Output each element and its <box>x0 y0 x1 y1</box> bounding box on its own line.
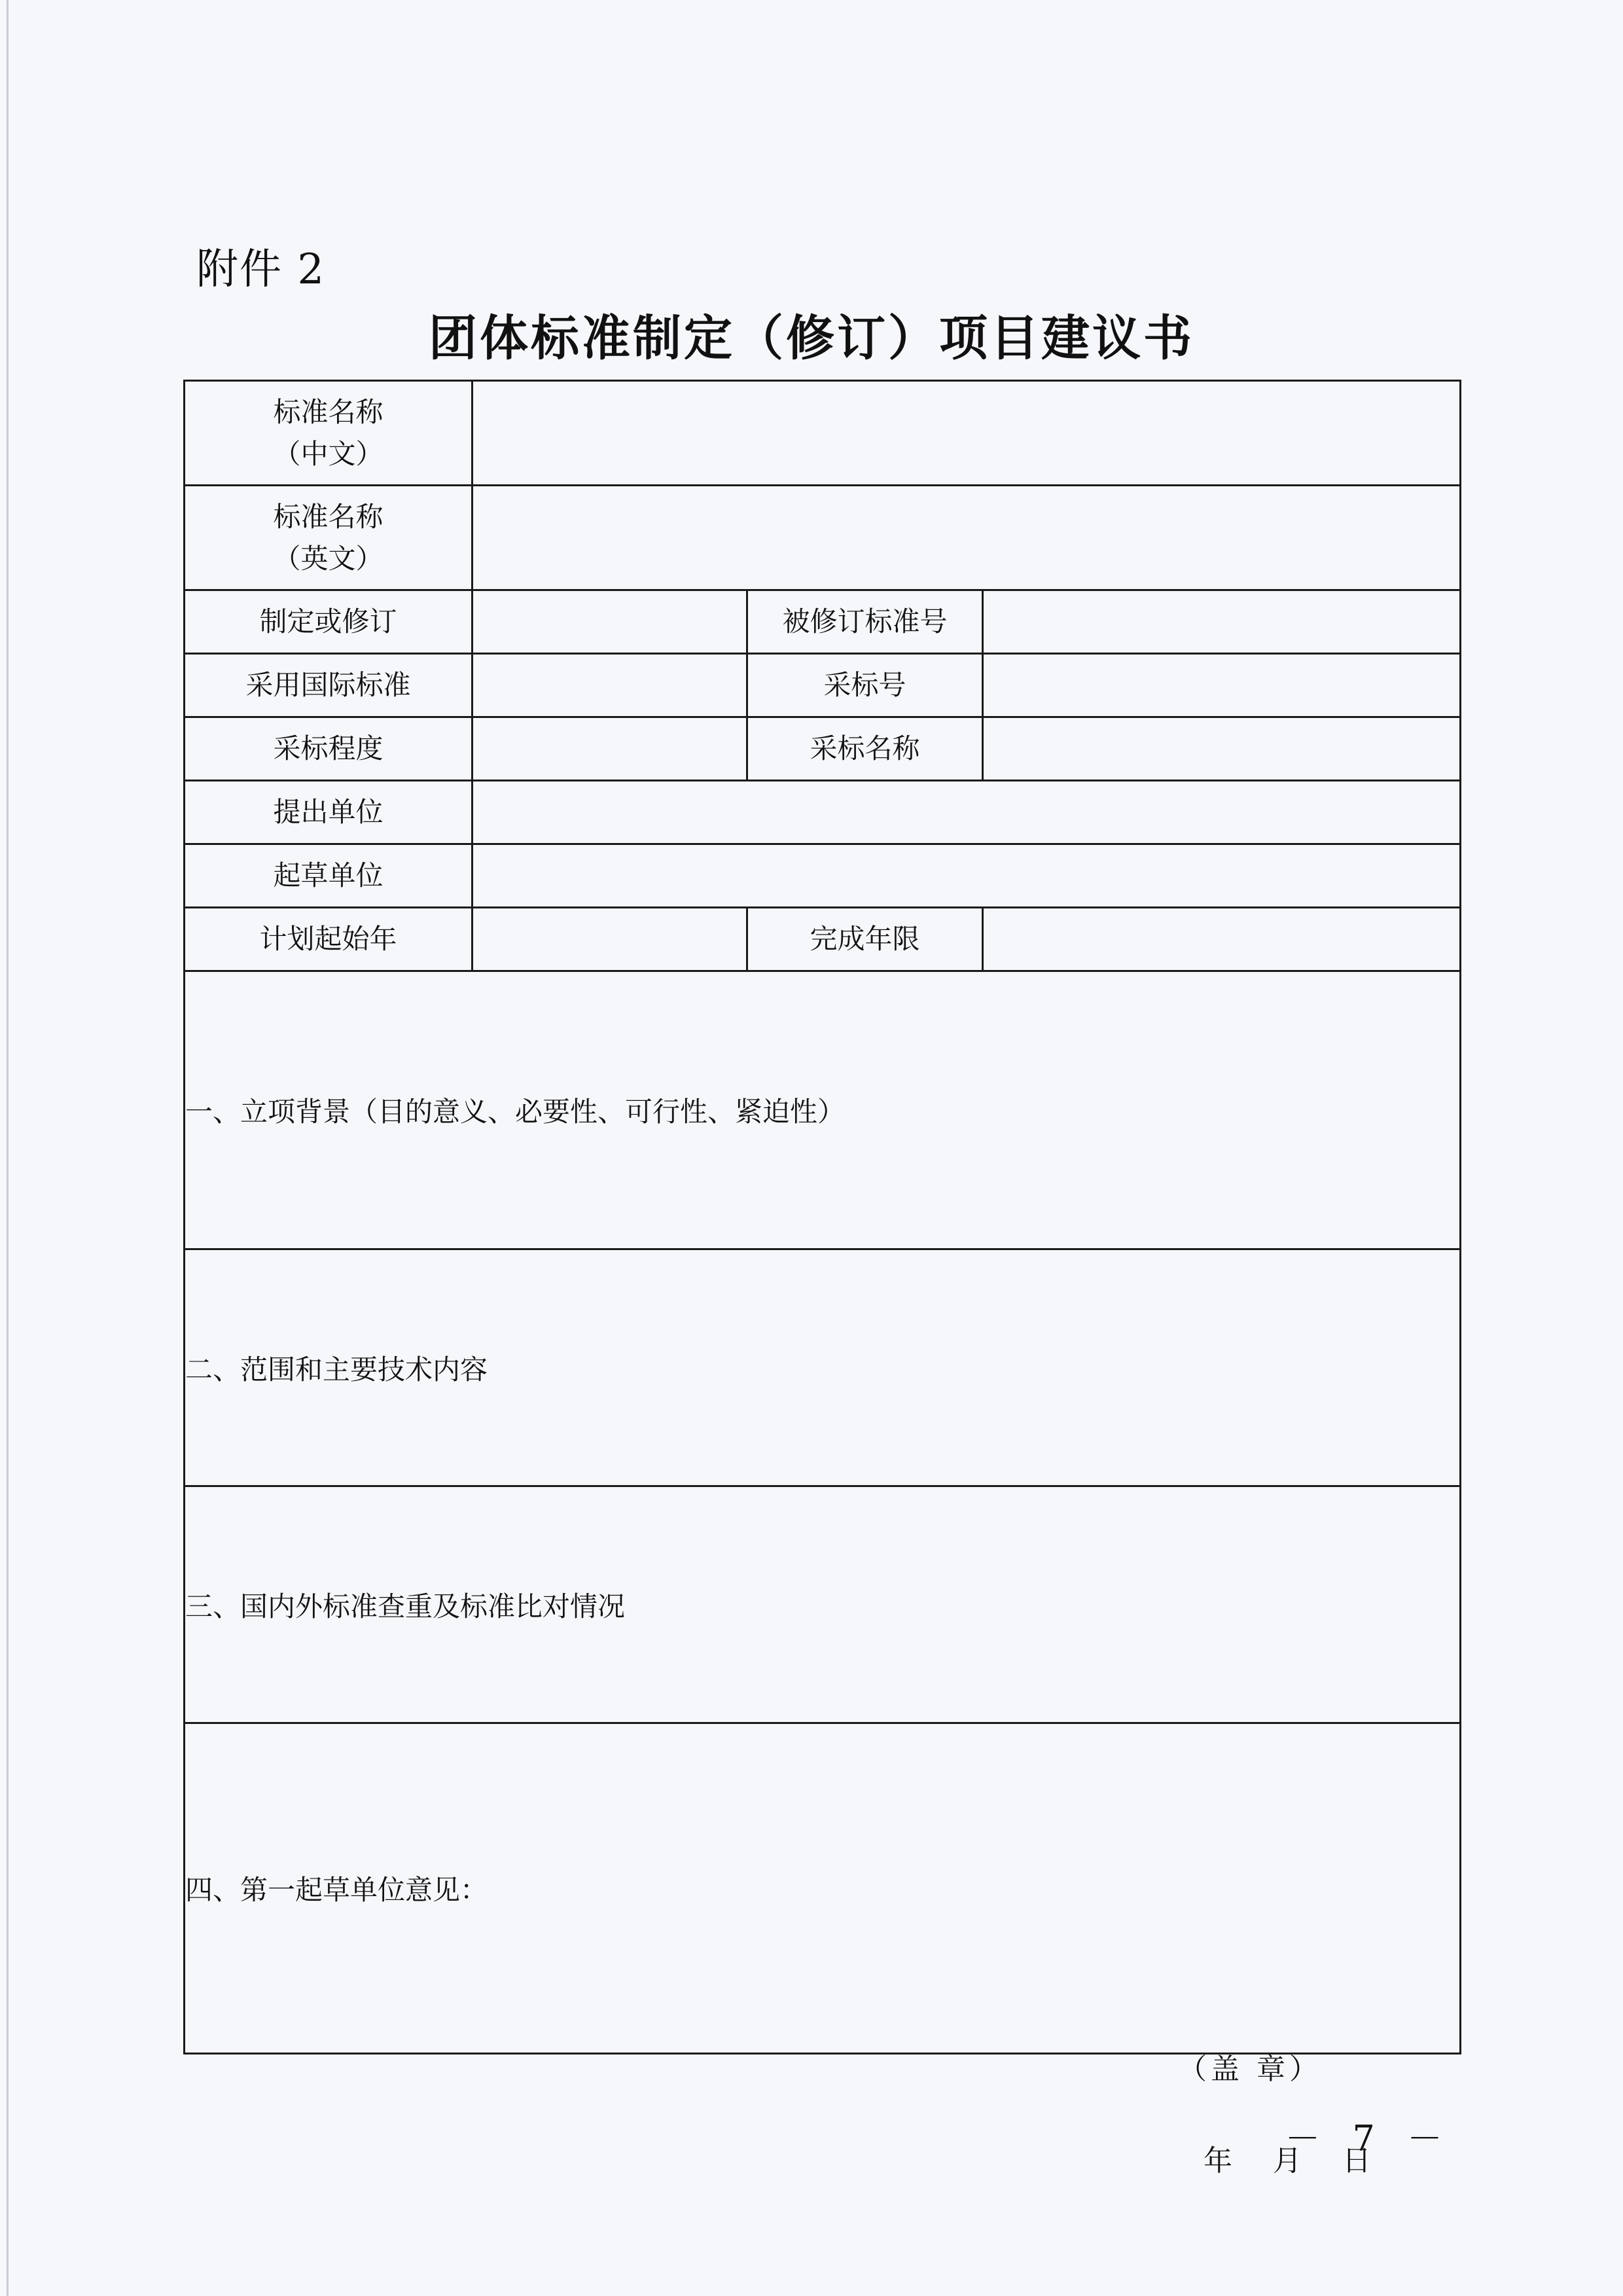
form-row-adopt <box>185 717 1461 781</box>
section-background-heading: 一、立项背景（目的意义、必要性、可行性、紧迫性） <box>185 1096 846 1128</box>
label-proposer: 提出单位 <box>185 781 473 844</box>
section-opinion-body <box>185 1869 1459 2178</box>
form-row-proposer <box>185 781 1461 844</box>
stamp-label: （盖 章） <box>1178 2053 1322 2086</box>
field-revised-no[interactable] <box>983 590 1461 654</box>
section-opinion[interactable] <box>185 1723 1461 2178</box>
date-label: 年 月 日 <box>1204 2144 1371 2178</box>
proposal-form <box>183 380 1461 2178</box>
form-row-schedule <box>185 908 1461 971</box>
field-drafter[interactable] <box>473 844 1461 908</box>
section-scope-heading: 二、范围和主要技术内容 <box>185 1353 488 1386</box>
section-scope[interactable] <box>185 1249 1461 1486</box>
label-name-cn <box>185 381 473 486</box>
label-start-year: 计划起始年 <box>185 908 473 971</box>
label-name-cn-sub: （中文） <box>273 437 383 470</box>
form-row-section2 <box>185 1249 1461 1486</box>
field-name-en[interactable] <box>473 486 1461 590</box>
page-number: － 7 － <box>1285 2118 1453 2159</box>
label-adopt-no: 采标号 <box>747 654 983 717</box>
field-deadline[interactable] <box>983 908 1461 971</box>
field-name-cn[interactable] <box>473 381 1461 486</box>
form-row-section4 <box>185 1723 1461 2054</box>
section-background[interactable] <box>185 971 1461 1249</box>
field-adopt-name[interactable] <box>983 717 1461 781</box>
label-revised-no: 被修订标准号 <box>747 590 983 654</box>
section-opinion-heading: 四、第一起草单位意见： <box>185 1874 488 1906</box>
label-drafter: 起草单位 <box>185 844 473 908</box>
label-deadline: 完成年限 <box>747 908 983 971</box>
document-title: 团体标准制定（修订）项目建议书 <box>429 310 1194 367</box>
form-row-section1 <box>185 971 1461 1249</box>
form-row-name-cn <box>185 381 1461 486</box>
label-adopt-degree: 采标程度 <box>185 717 473 781</box>
form-row-draft <box>185 590 1461 654</box>
section-comparison-heading: 三、国内外标准查重及标准比对情况 <box>185 1590 626 1623</box>
field-adopt-degree[interactable] <box>473 717 747 781</box>
field-intl-standard[interactable] <box>473 654 747 717</box>
form-row-drafter <box>185 844 1461 908</box>
field-adopt-no[interactable] <box>983 654 1461 717</box>
form-row-section3 <box>185 1486 1461 1723</box>
field-draft-or-revise[interactable] <box>473 590 747 654</box>
label-intl-standard: 采用国际标准 <box>185 654 473 717</box>
field-start-year[interactable] <box>473 908 747 971</box>
label-name-en <box>185 486 473 590</box>
label-name-en-main: 标准名称 <box>273 500 383 533</box>
form-row-name-en <box>185 486 1461 590</box>
form-row-intl <box>185 654 1461 717</box>
attachment-label: 附件 2 <box>196 245 326 294</box>
label-draft-or-revise: 制定或修订 <box>185 590 473 654</box>
label-adopt-name: 采标名称 <box>747 717 983 781</box>
section-comparison[interactable] <box>185 1486 1461 1723</box>
field-proposer[interactable] <box>473 781 1461 844</box>
label-name-cn-main: 标准名称 <box>273 395 383 428</box>
label-name-en-sub: （英文） <box>273 542 383 575</box>
